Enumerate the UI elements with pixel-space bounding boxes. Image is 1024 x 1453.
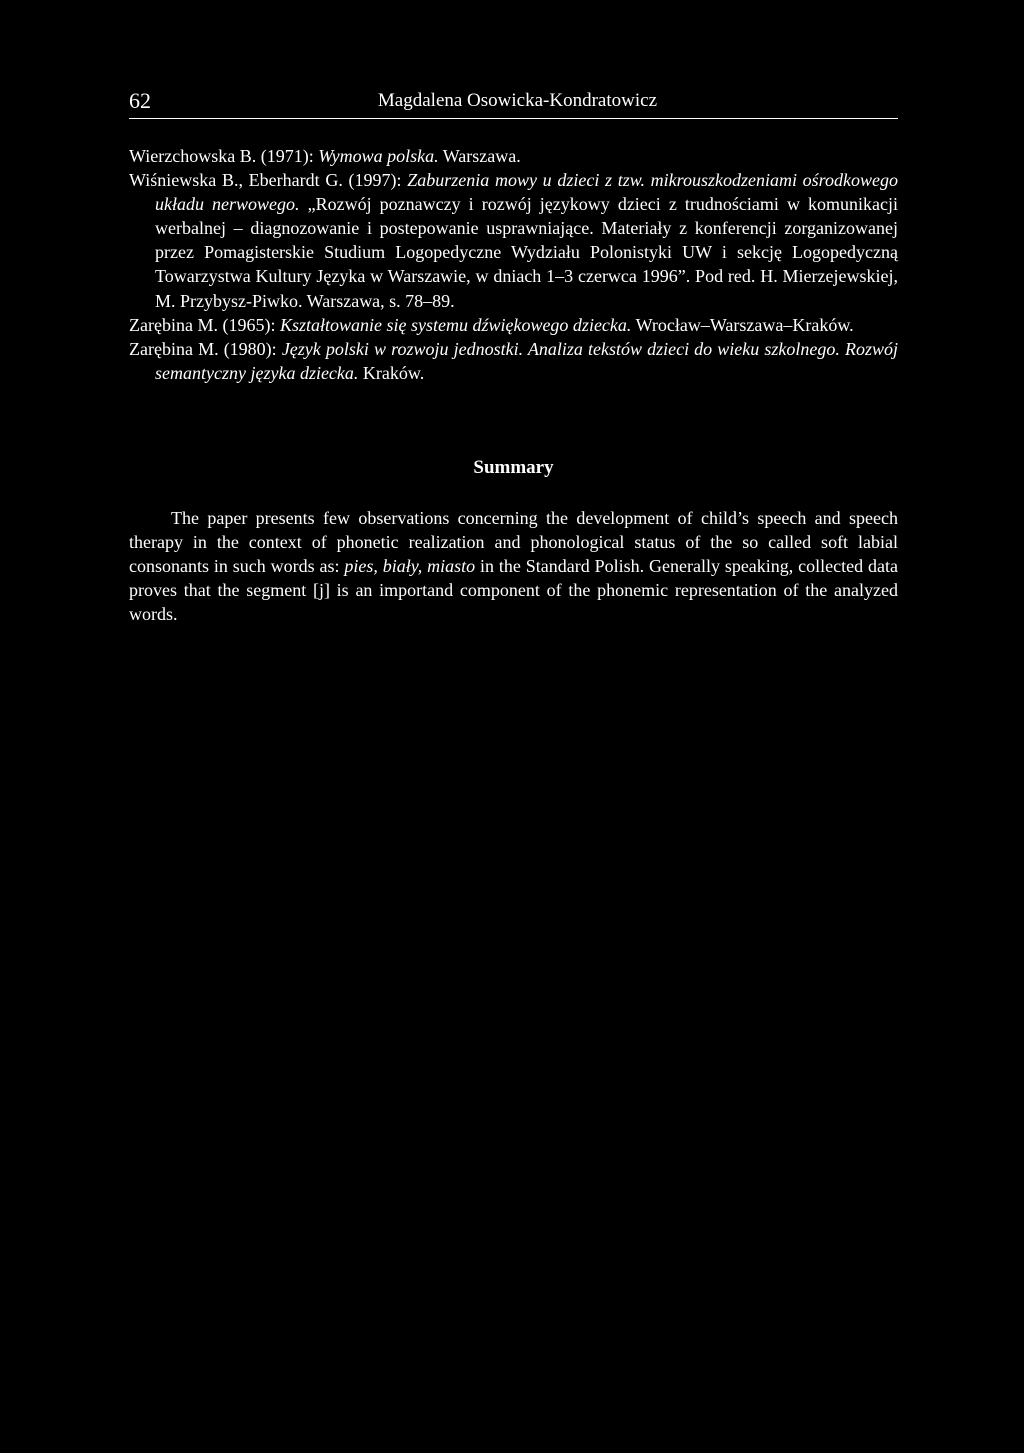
summary-paragraph	[129, 506, 898, 626]
reference-details: Kraków.	[358, 362, 425, 383]
reference-entry	[129, 337, 898, 385]
reference-entry	[129, 313, 898, 337]
reference-entry	[129, 144, 898, 168]
reference-author: Zarębina M. (1965):	[129, 314, 280, 335]
reference-title: Kształtowanie się systemu dźwiękowego dziecka.	[279, 314, 632, 335]
reference-list	[129, 144, 898, 385]
reference-title: Zaburzenia mowy u dzieci z tzw. mikrouszkodzeniami ośrodkowego układu nerwowego.	[155, 170, 898, 215]
reference-details: „Rozwój poznawczy i rozwój językowy dzieci z trudnościami w komunikacji werbalnej – diagnozowanie i postepowanie usprawniające. Materiały z konferencji zorganizowanej przez Pomagisterskie Studium Logopedyczne Wydziału Polonistyki UW i sekcję Logopedyczną Towarzystwa Kultury Języka w Warszawie, w dniach 1–3 czerwca 1996”. Pod red. H. Mierzejewskiej, M. Przybysz-Piwko. Warszawa, s. 78–89.	[155, 194, 898, 311]
summary-heading: Summary	[473, 457, 554, 478]
reference-author: Wierzchowska B. (1971):	[129, 146, 319, 166]
summary-text-end: in the Standard Polish. Generally speaking, collected data proves that the segment [j] is an importand component of the phonemic representation of the analyzed words.	[129, 556, 898, 625]
reference-author: Zarębina M. (1980):	[129, 338, 282, 359]
reference-author: Wiśniewska B., Eberhardt G. (1997):	[129, 170, 408, 191]
reference-title: Język polski w rozwoju jednostki. Analiza tekstów dzieci do wieku szkolnego. Rozwój semantyczny języka dziecka.	[155, 338, 899, 383]
page-number: 62	[129, 88, 151, 113]
reference-entry	[129, 168, 898, 313]
page-header	[129, 88, 898, 119]
summary-examples: pies, biały, miasto	[344, 556, 476, 577]
reference-details: Wrocław–Warszawa–Kraków.	[631, 314, 854, 335]
reference-title: Wymowa polska.	[318, 146, 439, 166]
reference-details: Warszawa.	[438, 146, 521, 166]
running-head: Magdalena Osowicka-Kondratowicz	[377, 90, 657, 111]
summary-text-start: The paper presents few observations concerning the development of child’s speech and speech therapy in the context of phonetic realization and phonological status of the so called soft labial consonants in such words as:	[129, 508, 898, 577]
